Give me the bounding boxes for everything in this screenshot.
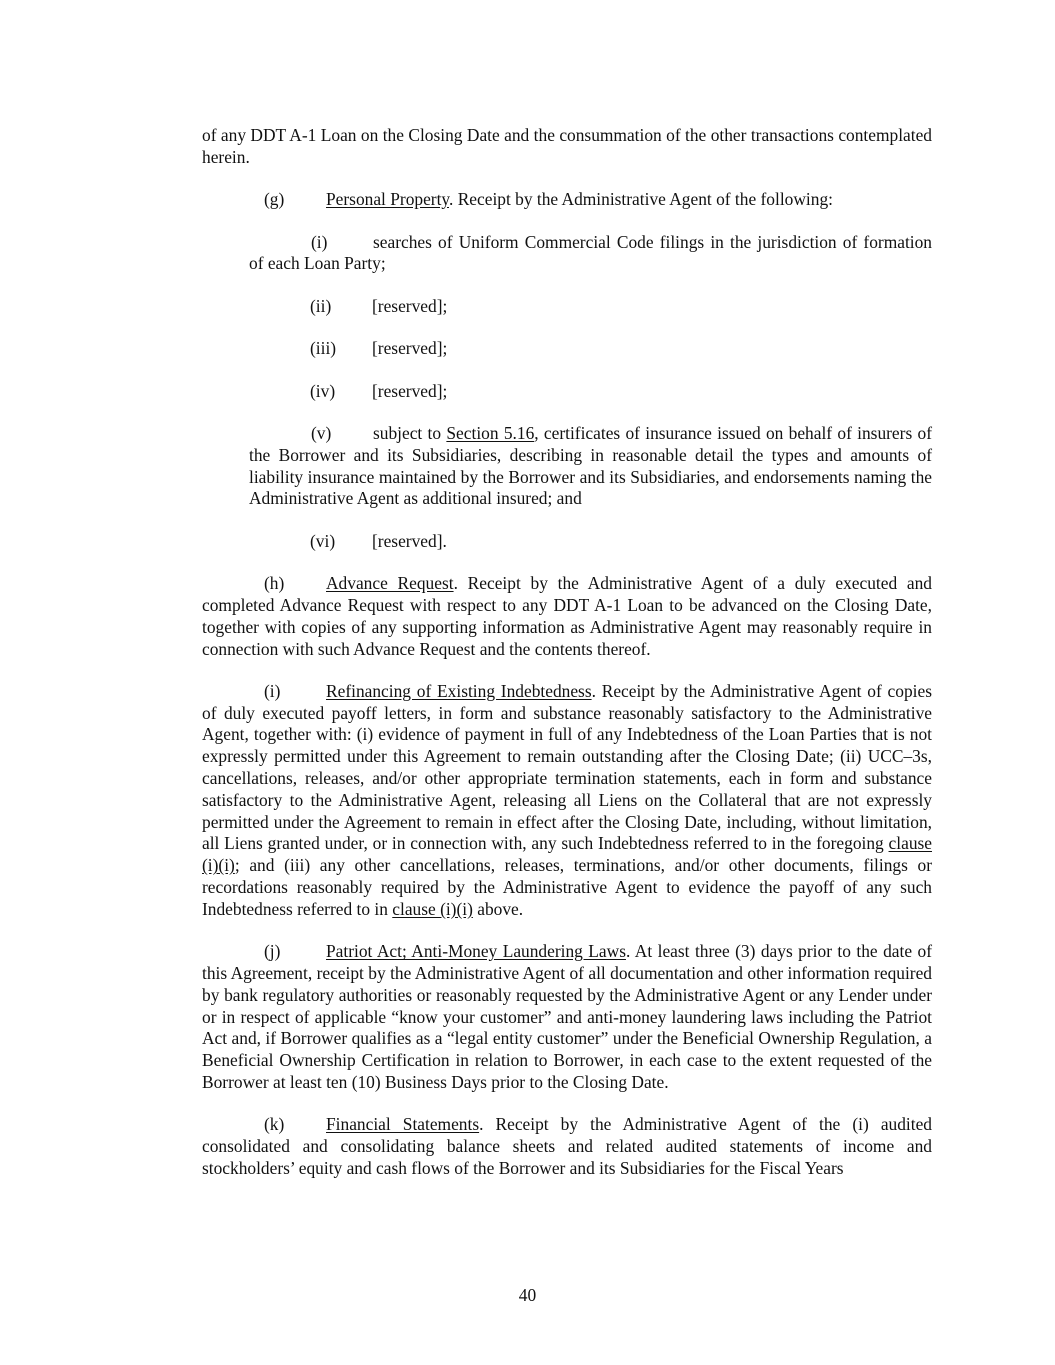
page-number: 40 <box>518 1285 537 1305</box>
g-item-vi-marker: (vi) <box>310 530 336 551</box>
g-item-vi-text: [reserved]. <box>372 530 447 551</box>
section-i <box>202 681 932 921</box>
g-item-iii-text: [reserved]; <box>372 338 448 359</box>
section-i-text-3: above. <box>472 898 524 919</box>
g-item-ii <box>310 296 932 318</box>
g-item-iv-marker: (iv) <box>310 380 336 401</box>
section-i-heading: Refinancing of Existing Indebtedness <box>326 680 592 701</box>
section-g-heading: Personal Property <box>326 189 449 210</box>
g-item-i <box>249 232 932 276</box>
intro-paragraph: of any DDT A-1 Loan on the Closing Date and the consummation of the other transactions contemplated herein. <box>202 125 932 167</box>
section-h-text: . Receipt by the Administrative Agent of a duly executed and completed Advance Request with respect to any DDT A-1 Loan to be advanced on the Closing Date, together with copies of any supporting information as Administrative Agent may reasonably require in connection with such Advance Request and the contents thereof. <box>202 573 932 659</box>
clause-i-i-link-1[interactable]: clause (i)(i) <box>202 833 932 876</box>
g-item-iv <box>310 381 932 403</box>
g-item-iv-text: [reserved]; <box>372 380 448 401</box>
section-k-text: . Receipt by the Administrative Agent of the (i) audited consolidated and consolidating balance sheets and related audited statements of income and stockholders’ equity and cash flows of the Borrower and its Subsidiaries for the Fiscal Years <box>202 1114 933 1179</box>
g-item-i-marker: (i) <box>311 231 328 252</box>
section-k-marker: (k) <box>264 1114 285 1135</box>
clause-i-i-link-2[interactable]: clause (i)(i) <box>392 898 473 919</box>
section-k <box>202 1114 932 1179</box>
section-j-text: . At least three (3) days prior to the date of this Agreement, receipt by the Administrative Agent of all documentation and other information required by bank regulatory authorities or reasonably requested by the Administrative Agent or any Lender under or in respect of applicable “know your customer” and anti-money laundering laws including the Patriot Act and, if Borrower qualifies as a “legal entity customer” under the Beneficial Ownership Regulation, a Beneficial Ownership Certification in relation to Borrower, in each case to the extent requested of the Borrower at least ten (10) Business Days prior to the Closing Date. <box>202 941 932 1093</box>
section-i-text-2: ; and (iii) any other cancellations, releases, terminations, and/or other documents, filings or recordations reasonably required by the Administrative Agent to evidence the payoff of any such Indebtedness referred to in <box>202 855 932 919</box>
g-item-vi <box>310 531 932 553</box>
g-item-v <box>249 423 932 510</box>
section-j-heading: Patriot Act; Anti-Money Laundering Laws <box>326 941 626 962</box>
section-j <box>202 941 932 1094</box>
section-j-marker: (j) <box>264 941 281 962</box>
section-h-marker: (h) <box>264 573 285 594</box>
g-item-iii-marker: (iii) <box>310 338 337 359</box>
section-5-16-link[interactable]: Section 5.16 <box>446 422 535 443</box>
section-i-marker: (i) <box>264 680 281 701</box>
section-h <box>202 573 932 660</box>
g-item-v-post: , certificates of insurance issued on behalf of insurers of the Borrower and its Subsidiaries, describing in reasonable detail the types and amounts of liability insurance maintained by the Borrower and its Subsidiaries, and endorsements naming the Administrative Agent as additional insured; and <box>249 422 932 509</box>
g-item-ii-text: [reserved]; <box>372 295 448 316</box>
g-item-ii-marker: (ii) <box>310 295 332 316</box>
document-page <box>202 125 932 1180</box>
section-i-text-1: . Receipt by the Administrative Agent of copies of duly executed payoff letters, in form and substance reasonably satisfactory to the Administrative Agent, together with: (i) evidence of payment in full of any Indebtedness of the Loan Parties that is not expressly permitted under this Agreement to remain outstanding after the Closing Date; (ii) UCC–3s, cancellations, releases, and/or other appropriate termination statements, each in form and substance satisfactory to the Administrative Agent, releasing all Liens on the Collateral that are not expressly permitted under the Agreement to remain in effect after the Closing Date, including, without limitation, all Liens granted under, or in connection with, any such Indebtedness referred to in the foregoing <box>202 680 932 854</box>
g-item-iii <box>310 338 932 360</box>
g-item-v-pre: subject to <box>373 422 447 443</box>
section-g-marker: (g) <box>264 189 285 210</box>
section-g <box>202 189 932 211</box>
section-h-heading: Advance Request <box>326 573 454 594</box>
g-item-i-text: searches of Uniform Commercial Code filings in the jurisdiction of formation of each Loan Party; <box>249 231 932 274</box>
section-k-heading: Financial Statements <box>326 1114 480 1135</box>
section-g-text: . Receipt by the Administrative Agent of the following: <box>449 189 833 210</box>
g-item-v-marker: (v) <box>311 422 332 443</box>
